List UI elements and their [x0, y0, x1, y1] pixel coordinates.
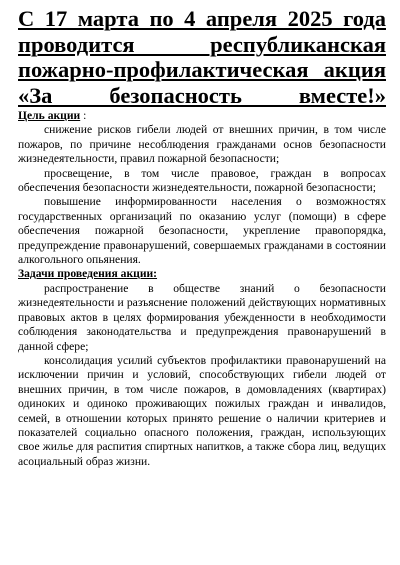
goal-item: просвещение, в том числе правовое, граждан в вопросах обеспечения безопасности жизнедеятельности, пожарной безопасности;	[18, 166, 386, 195]
goals-heading-suffix: :	[80, 109, 87, 122]
announcement-page	[18, 6, 386, 469]
tasks-heading: Задачи проведения акции:	[18, 267, 158, 281]
announcement-title	[18, 6, 386, 108]
goal-item: повышение информированности населения о возможностях государственных организаций по оказанию услуг (помощи) в сфере обеспечения пожарной безопасности, укрепление правопорядка, предупреждение правонарушений, совершаемых гражданами в состоянии алкогольного опьянения.	[18, 195, 386, 267]
announcement-body	[18, 109, 386, 469]
goals-heading: Цель акции	[18, 109, 81, 122]
goal-item: снижение рисков гибели людей от внешних причин, в том числе пожаров, по причине несоблюдения гражданами основ безопасности жизнедеятельности, правил пожарной безопасности;	[18, 123, 386, 166]
title-line-2: проводится республиканская	[18, 31, 386, 57]
tasks-heading-row	[18, 267, 386, 281]
task-item: распространение в обществе знаний о безопасности жизнедеятельности и разъяснение положений действующих нормативных правовых актов в целях формирования убежденности в необходимости соблюдения законодательства и предупреждения правонарушений в данной сфере;	[18, 281, 386, 353]
goals-heading-row	[18, 109, 386, 123]
task-item: консолидация усилий субъектов профилактики правонарушений на исключении причин и условий, способствующих гибели людей от внешних причин, в том числе пожаров, в домовладениях (квартирах) одиноких и одиноко проживающих пожилых граждан и инвалидов, семей, в отношении которых принято решение о наличии критериев и показателей социально опасного положения, граждан, использующих свое жилье для распития спиртных напитков, а также сбора лиц, ведущих асоциальный образ жизни.	[18, 353, 386, 468]
title-line-3: пожарно-профилактическая акция	[18, 57, 386, 82]
title-line-1: С 17 марта по 4 апреля 2025 года	[18, 6, 386, 31]
title-line-4: «За безопасность вместе!»	[18, 82, 386, 108]
